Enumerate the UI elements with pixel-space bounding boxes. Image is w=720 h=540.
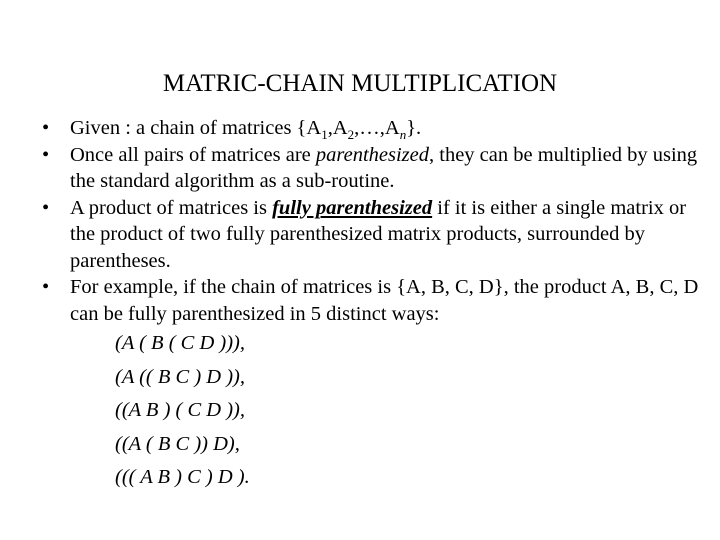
emphasis-fully-parenthesized: fully parenthesized (272, 196, 433, 219)
parenthesization-text: ((( A B ) C ) D ). (115, 466, 250, 488)
bullet-list (0, 115, 720, 495)
given-ellipsis: ,…,A (354, 117, 400, 139)
bullet-parenthesized (0, 142, 720, 195)
parenthesization-item (115, 394, 700, 428)
bullet-marker: • (42, 143, 50, 166)
given-close: }. (406, 117, 422, 139)
bullet-text-before: Once all pairs of matrices are (70, 143, 316, 166)
bullet-marker: • (42, 196, 50, 219)
bullet-given-chain (0, 115, 720, 142)
parenthesization-item (115, 361, 700, 395)
parenthesization-item (115, 327, 700, 361)
parenthesization-item (115, 428, 700, 462)
bullet-text-after: , they can be multiplied by using the standard algorithm as a sub-routine. (70, 143, 698, 192)
bullet-marker: • (42, 117, 50, 139)
subscript-2: 2 (347, 127, 355, 143)
parenthesization-text: ((A B ) ( C D )), (115, 399, 245, 421)
bullet-example-text: For example, if the chain of matrices is {A, B, C, D}, the product A, B, C, D can be fully parenthesized in 5 distinct ways: (70, 276, 699, 325)
bullet-fully-parenthesized (0, 195, 720, 275)
bullet-marker: • (42, 276, 50, 298)
subscript-1: 1 (321, 127, 328, 143)
parenthesization-item (115, 461, 700, 495)
emphasis-parenthesized: parenthesized (315, 143, 430, 166)
given-prefix: Given : a chain of matrices {A (70, 117, 322, 139)
parenthesization-list (70, 327, 700, 495)
bullet-text-after: if it is either a single matrix or the product of two fully parenthesized matrix products, surrounded by parentheses. (70, 196, 687, 272)
parenthesization-text: ((A ( B C )) D), (115, 432, 240, 455)
subscript-n-text: n (399, 127, 407, 143)
parenthesization-text: (A (( B C ) D )), (115, 365, 245, 388)
bullet-example (0, 274, 720, 495)
bullet-text-before: A product of matrices is (70, 196, 273, 219)
given-comma: ,A (327, 117, 348, 139)
parenthesization-text: (A ( B ( C D ))), (115, 332, 245, 354)
slide-title: MATRIC-CHAIN MULTIPLICATION (162, 70, 558, 97)
